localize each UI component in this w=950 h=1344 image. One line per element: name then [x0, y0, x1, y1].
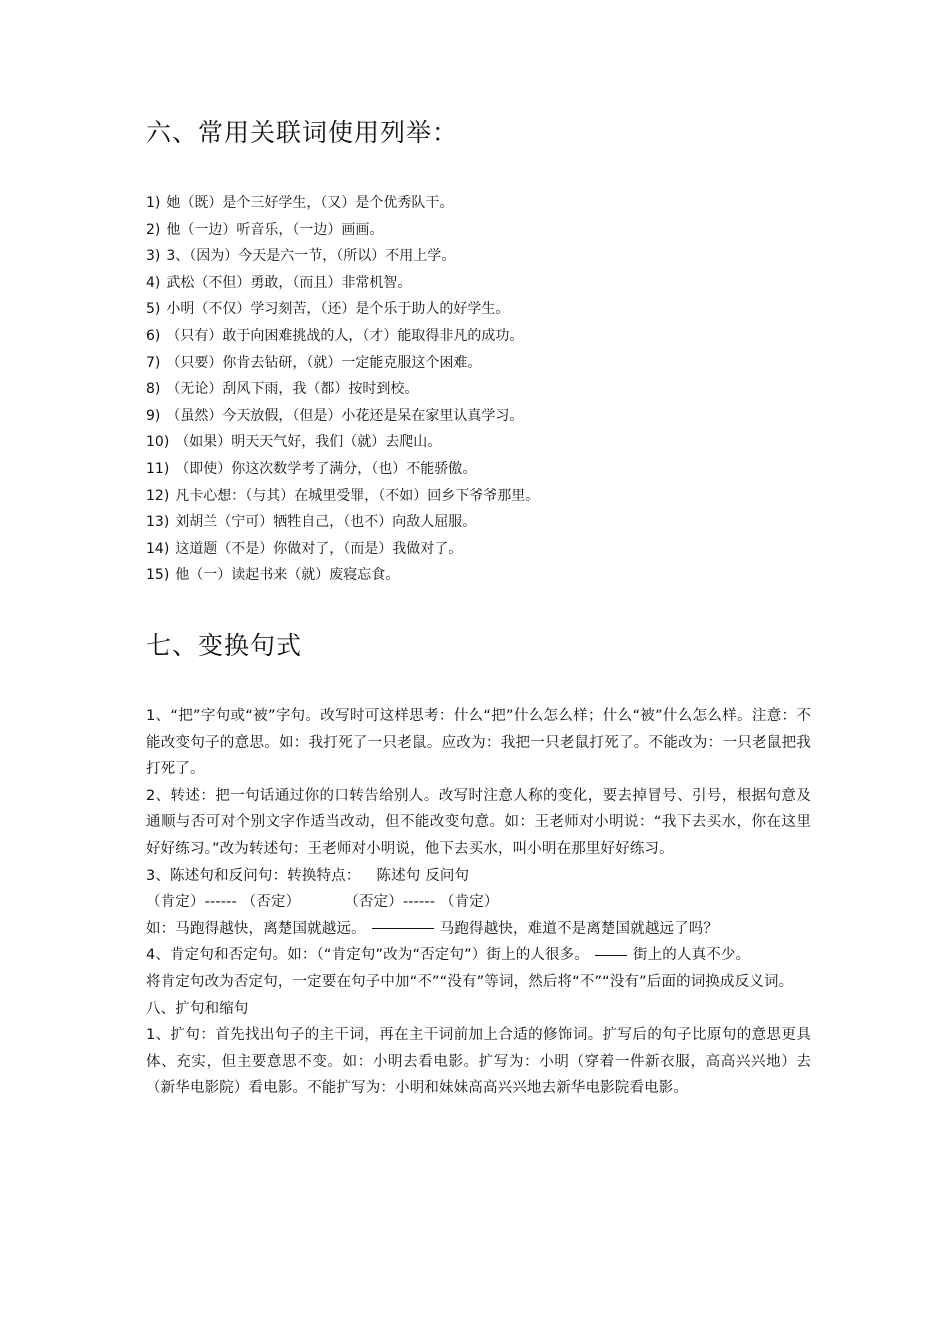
paragraph-rhetorical: 3、陈述句和反问句：转换特点： 陈述句 反问句	[146, 867, 470, 884]
list-item: 12) 凡卡心想：（与其）在城里受罪，（不如）回乡下爷爷那里。	[146, 487, 540, 504]
list-item: 13) 刘胡兰（宁可）牺牲自己，（也不）向敌人屈服。	[146, 514, 477, 531]
list-item: 10) （如果）明天天气好，我们（就）去爬山。	[146, 434, 442, 451]
list-item: 6) （只有）敢于向困难挑战的人，（才）能取得非凡的成功。	[146, 327, 524, 344]
arrow-dash	[372, 928, 434, 929]
list-item: 15) 他（一）读起书来（就）废寝忘食。	[146, 567, 400, 584]
arrow-dash	[595, 955, 627, 956]
paragraph-negation-rule: 将肯定句改为否定句，一定要在句子中加“不”“没有”等词，然后将“不”“没有”后面的词换成反义词。	[146, 973, 794, 990]
paragraph-expand-sentence: 1、扩句：首先找出句子的主干词，再在主干词前加上合适的修饰词。扩写后的句子比原句的意思更具体、充实，但主要意思不变。如：小明去看电影。扩写为：小明（穿着一件新衣服，高高兴兴地）去（新华电影院）看电影。不能扩写为：小明和妹妹高高兴兴地去新华电影院看电影。	[146, 1027, 811, 1097]
section-eight-heading: 八、扩句和缩句	[146, 1000, 249, 1017]
paragraph-rhetorical-example: 如：马跑得越快，离楚国就越远。 马跑得越快，难道不是离楚国就越远了吗？	[146, 920, 719, 937]
list-item: 4) 武松（不但）勇敢，（而且）非常机智。	[146, 274, 412, 291]
list-item: 14) 这道题（不是）你做对了，（而是）我做对了。	[146, 540, 463, 557]
section-six-heading: 六、常用关联词使用列举：	[146, 118, 459, 147]
section-seven-heading: 七、变换句式	[146, 631, 303, 660]
list-item: 11) （即使）你这次数学考了满分，（也）不能骄傲。	[146, 460, 477, 477]
paragraph-ba-bei: 1、“把”字句或“被”字句。改写时可这样思考：什么“把”什么怎么样；什么“被”什么怎么样。注意：不能改变句子的意思。如：我打死了一只老鼠。应改为：我把一只老鼠打死了。不能改为：一只老鼠把我打死了。	[146, 708, 811, 778]
list-item: 5) 小明（不仅）学习刻苦，（还）是个乐于助人的好学生。	[146, 301, 510, 318]
section-seven-body	[146, 703, 811, 1102]
list-item: 2) 他（一边）听音乐，（一边）画画。	[146, 221, 384, 238]
list-item: 8) （无论）刮风下雨，我（都）按时到校。	[146, 381, 419, 398]
paragraph-indirect-speech: 2、转述：把一句话通过你的口转告给别人。改写时注意人称的变化，要去掉冒号、引号，根据句意及通顺与否可对个别文字作适当改动，但不能改变句意。如：王老师对小明说：“我下去买水，你在这里好好练习。”改为转述句：王老师对小明说，他下去买水，叫小明在那里好好练习。	[146, 787, 811, 857]
list-item: 7) （只要）你肯去钻研，（就）一定能克服这个困难。	[146, 354, 482, 371]
conjunction-example-list	[146, 190, 539, 589]
list-item: 9) （虽然）今天放假，（但是）小花还是呆在家里认真学习。	[146, 407, 524, 424]
list-item: 3) 3、（因为）今天是六一节，（所以）不用上学。	[146, 248, 456, 265]
paragraph-negation: 4、肯定句和否定句。如：（“肯定句”改为“否定句”）街上的人很多。 街上的人真不少。	[146, 947, 751, 964]
paragraph-conversion-pattern: （肯定）------ （否定） （否定）------ （肯定）	[146, 894, 499, 911]
list-item: 1) 她（既）是个三好学生，（又）是个优秀队干。	[146, 195, 454, 211]
